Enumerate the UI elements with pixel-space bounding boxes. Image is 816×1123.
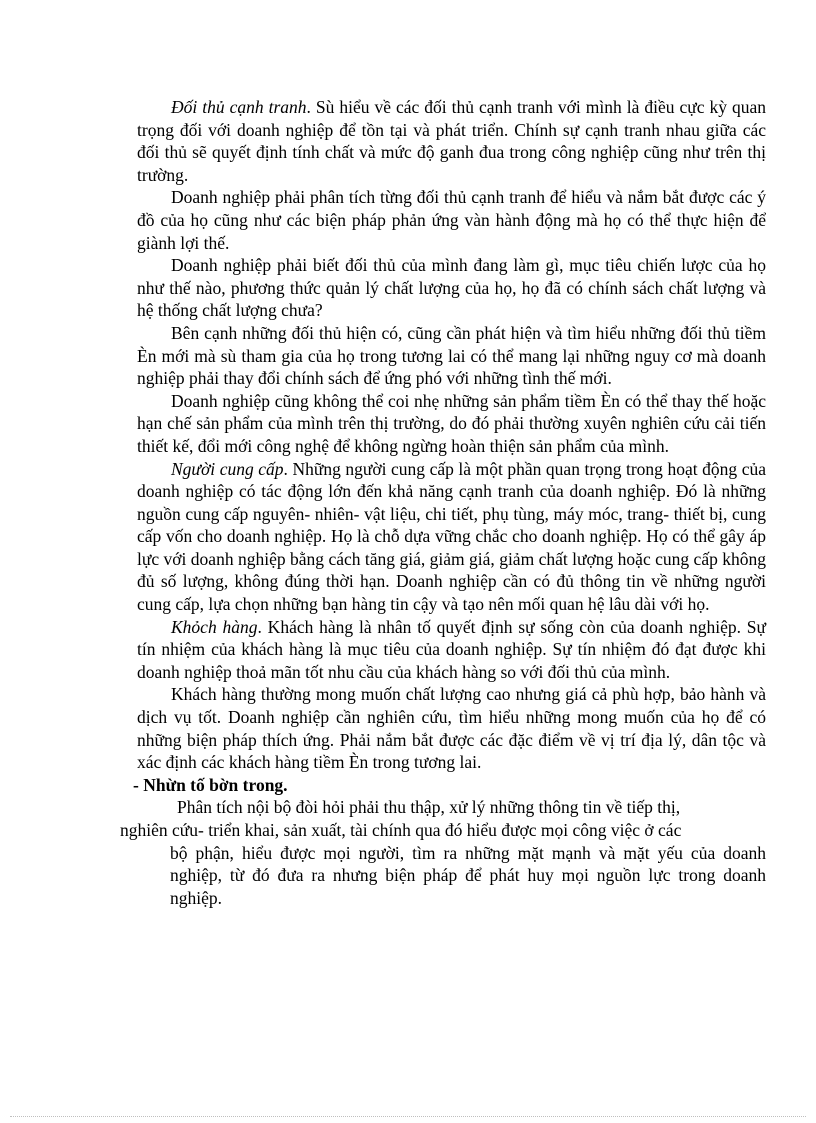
heading-text: - Nhừn tố bờn trong. <box>133 774 288 795</box>
paragraph-text: . Những người cung cấp là một phần quan trọng trong hoạt động của doanh nghiệp có tác động lớn đến khả năng cạnh tranh của doanh nghiệp. Đó là những nguồn cung cấp nguyên- nhiên- vật liệu, chi tiết, phụ tùng, máy móc, trang- thiết bị, cung cấp vốn cho doanh nghiệp. Họ là chỗ dựa vững chắc cho doanh nghiệp. Họ có thể gây áp lực với doanh nghiệp bằng cách tăng giá, giảm giá, giảm chất lượng hoặc cung cấp không đủ số lượng, không đúng thời hạn. Doanh nghiệp cần có đủ thông tin về những người cung cấp, lựa chọn những bạn hàng tin cậy và tạo nên mối quan hệ lâu dài với họ. <box>137 458 766 615</box>
paragraph-customers <box>0 616 816 684</box>
paragraph-competitor-analysis: Doanh nghiệp phải phân tích từng đối thủ cạnh tranh để hiểu và nắm bắt được các ý đồ của họ cũng như các biện pháp phản ứng vàn hành động mà họ có thể thực hiện để giành lợi thế. <box>137 187 766 253</box>
paragraph-competitors <box>0 96 816 186</box>
paragraph-internal-line-2: nghiên cứu- triển khai, sản xuất, tài chính qua đó hiểu được mọi công việc ở các <box>120 820 682 840</box>
paragraph-potential-competitors: Bên cạnh những đối thủ hiện có, cũng cần phát hiện và tìm hiểu những đối thủ tiềm Èn mới mà sù tham gia của họ trong tương lai có thể mang lại những nguy cơ mà doanh nghiệp phải thay đổi chính sách để ứng phó với những tình thế mới. <box>137 322 766 389</box>
document-page <box>0 96 816 909</box>
term-suppliers: Người cung cấp <box>171 458 284 479</box>
paragraph-suppliers <box>0 458 816 616</box>
paragraph-competitor-strategy: Doanh nghiệp phải biết đối thủ của mình đang làm gì, mục tiêu chiến lược của họ như thế nào, phương thức quản lý chất lượng của họ, họ đã có chính sách chất lượng và hệ thống chất lượng chưa? <box>137 255 766 321</box>
paragraph-text: . Khách hàng là nhân tố quyết định sự sống còn của doanh nghiệp. Sự tín nhiệm của khách hàng là mục tiêu của doanh nghiệp. Sự tín nhiệm đó đạt được khi doanh nghiệp thoả mãn tốt nhu cầu của khách hàng so với đối thủ của mình. <box>137 616 766 682</box>
paragraph-customer-expectations: Khách hàng thường mong muốn chất lượng cao nhưng giá cả phù hợp, bảo hành và dịch vụ tốt. Doanh nghiệp cần nghiên cứu, tìm hiểu những mong muốn của họ để có những biện pháp thích ứng. Phải nắm bắt được các đặc điểm về vị trí địa lý, dân tộc và xác định các khách hàng tiềm Èn trong tương lai. <box>137 684 766 773</box>
section-heading <box>0 774 816 797</box>
paragraph-substitute-products: Doanh nghiệp cũng không thể coi nhẹ những sản phẩm tiềm Èn có thể thay thế hoặc hạn chế sản phẩm của mình trên thị trường, do đó phải thường xuyên nghiên cứu cải tiến thiết kế, đổi mới công nghệ để không ngừng hoàn thiện sản phẩm của mình. <box>137 390 766 456</box>
paragraph-text: . Sù hiểu về các đối thủ cạnh tranh với mình là điều cực kỳ quan trọng đối với doanh nghiệp để tồn tại và phát triển. Chính sự cạnh tranh nhau giữa các đối thủ sẽ quyết định tính chất và mức độ ganh đua trong công nghiệp cũng như trên thị trường. <box>137 97 766 185</box>
page-divider <box>10 1116 806 1117</box>
paragraph-internal-rest: bộ phận, hiểu được mọi người, tìm ra những mặt mạnh và mặt yếu của doanh nghiệp, từ đó đưa ra nhưng biện pháp để phát huy mọi nguồn lực trong doanh nghiệp. <box>170 842 766 908</box>
paragraph-internal-line-1: Phân tích nội bộ đòi hỏi phải thu thập, xử lý những thông tin về tiếp thị, <box>177 797 681 818</box>
term-competitors: Đối thủ cạnh tranh <box>171 97 307 117</box>
term-customers: Khỏch hàng <box>171 616 258 637</box>
